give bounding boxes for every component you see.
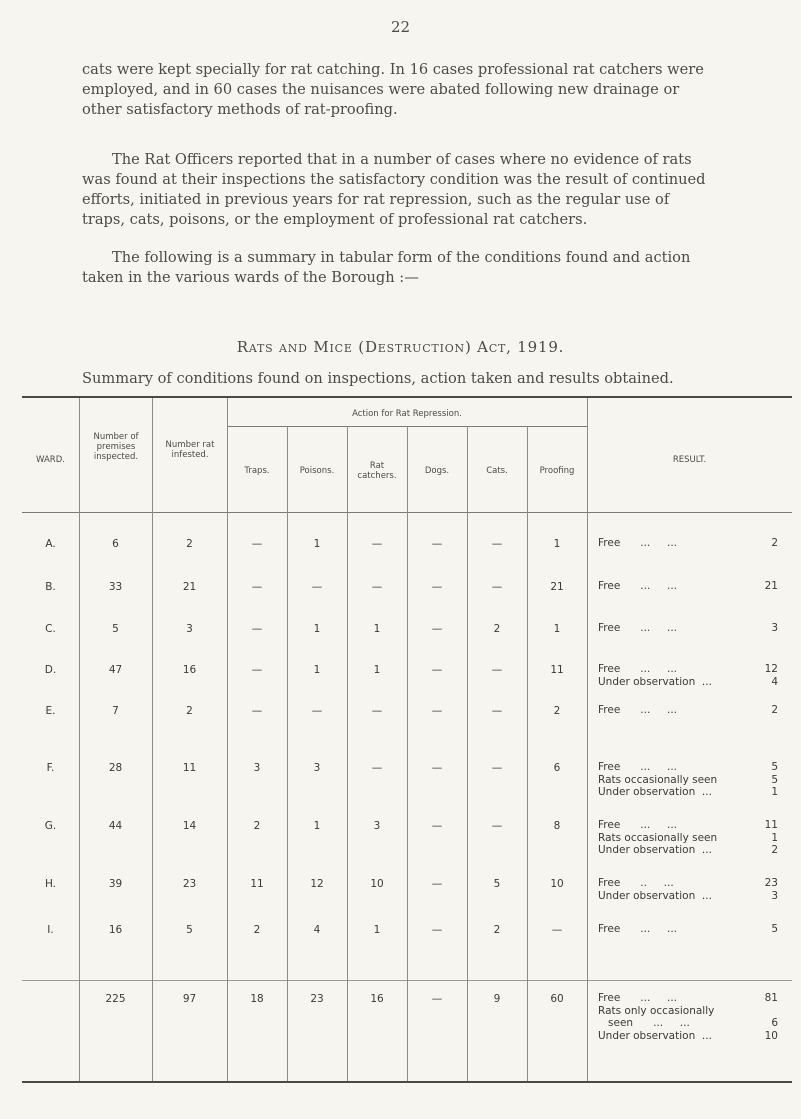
col-divider <box>227 398 228 1081</box>
table-row-cats: — <box>491 762 503 774</box>
result-label: Free ... ... <box>598 622 678 634</box>
result-line <box>598 1030 778 1043</box>
result-line <box>598 923 778 936</box>
result-label: Free ... ... <box>598 580 678 592</box>
page-number: 22 <box>390 18 411 36</box>
result-value: 2 <box>771 704 778 716</box>
col-divider <box>287 426 288 1081</box>
result-line <box>598 537 778 550</box>
table-row-result <box>598 923 778 936</box>
result-line <box>598 761 778 774</box>
summary-table <box>22 388 792 1088</box>
table-row-proofing: 10 <box>550 878 564 890</box>
summary-line: Summary of conditions found on inspections, action taken and results obtained. <box>82 370 674 387</box>
table-row-proofing: — <box>551 924 563 936</box>
table-row-inspected: 28 <box>108 762 123 774</box>
table-row-rat-catchers: 1 <box>373 924 381 936</box>
table-row-proofing: 1 <box>553 623 561 635</box>
table-row-poisons: 3 <box>313 762 321 774</box>
table-row-inspected: 7 <box>112 705 119 717</box>
header-infested: Number rat infested. <box>165 440 215 460</box>
table-row-inspected: 44 <box>108 820 123 832</box>
table-row-rat-catchers: 1 <box>373 664 381 676</box>
result-value: 3 <box>771 622 778 634</box>
table-row-infested: 2 <box>186 705 193 717</box>
table-top-rule <box>22 396 792 398</box>
table-row-result <box>598 819 778 857</box>
table-row-poisons: 1 <box>313 664 321 676</box>
paragraph-1: cats were kept specially for rat catching. In 16 cases professional rat catchers were employed, and in 60 cases the nuisances were abated following new drainage or other satisfactory methods of rat-proofing. <box>82 61 704 118</box>
table-row-ward: F. <box>46 762 55 774</box>
totals-row-cats: 9 <box>493 993 501 1005</box>
totals-row-result <box>598 992 778 1042</box>
table-row-dogs: — <box>431 762 443 774</box>
table-row-result <box>598 663 778 688</box>
result-line <box>598 1017 778 1030</box>
table-row-dogs: — <box>431 878 443 890</box>
table-row-infested: 16 <box>182 664 197 676</box>
table-row-traps: — <box>251 623 263 635</box>
result-value: 5 <box>771 923 778 935</box>
result-line <box>598 819 778 832</box>
header-dogs: Dogs. <box>424 466 450 476</box>
table-row-cats: — <box>491 705 503 717</box>
table-bottom-rule <box>22 1081 792 1083</box>
table-row-rat-catchers: — <box>371 538 383 550</box>
result-value: 23 <box>764 877 778 889</box>
totals-row-infested: 97 <box>182 993 197 1005</box>
paragraph-3: The following is a summary in tabular form of the conditions found and action taken in the various wards of the Borough :— <box>82 249 691 286</box>
table-row-cats: — <box>491 664 503 676</box>
table-row-poisons: — <box>311 581 323 593</box>
col-divider <box>347 426 348 1081</box>
result-value: 81 <box>764 992 778 1004</box>
result-value: 2 <box>771 844 778 856</box>
table-row-poisons: 12 <box>310 878 324 890</box>
table-row-inspected: 6 <box>112 538 119 550</box>
table-row-traps: — <box>251 705 263 717</box>
table-row-result <box>598 761 778 799</box>
table-row-result <box>598 704 778 717</box>
result-label: seen ... ... <box>598 1017 690 1029</box>
table-row-result <box>598 580 778 593</box>
paragraph-2: The Rat Officers reported that in a number of cases where no evidence of rats was found at their inspections the satisfactory condition was the result of continued efforts, initiated in previous years for rat repression, such as the regular use of traps, cats, poisons, or the employment of professional rat catchers. <box>82 151 706 228</box>
table-row-cats: 5 <box>493 878 501 890</box>
result-label: Rats only occasionally <box>598 1004 715 1017</box>
table-row-traps: — <box>251 581 263 593</box>
result-line <box>598 786 778 799</box>
table-row-dogs: — <box>431 664 443 676</box>
col-divider <box>152 398 153 1081</box>
table-row-dogs: — <box>431 924 443 936</box>
table-row-rat-catchers: — <box>371 762 383 774</box>
table-row-rat-catchers: 3 <box>373 820 381 832</box>
result-value: 21 <box>764 580 778 592</box>
table-row-inspected: 33 <box>108 581 123 593</box>
result-value: 12 <box>764 663 778 675</box>
table-row-infested: 14 <box>182 820 197 832</box>
result-value: 4 <box>771 675 778 688</box>
totals-row-rat-catchers: 16 <box>370 993 384 1005</box>
result-line <box>598 663 778 676</box>
table-row-rat-catchers: 1 <box>373 623 381 635</box>
result-line <box>598 844 778 857</box>
header-inspected: Number of premises inspected. <box>93 432 139 462</box>
table-row-inspected: 5 <box>112 623 119 635</box>
result-value: 6 <box>771 1017 778 1029</box>
result-value: 5 <box>771 773 778 786</box>
table-row-rat-catchers: 10 <box>370 878 384 890</box>
table-row-ward: B. <box>45 581 56 593</box>
header-traps: Traps. <box>244 466 270 476</box>
table-row-inspected: 39 <box>108 878 123 890</box>
header-action-group: Action for Rat Repression. <box>352 409 462 419</box>
result-label: Under observation ... <box>598 786 712 798</box>
totals-row-dogs: — <box>431 993 443 1005</box>
totals-row-traps: 18 <box>250 993 264 1005</box>
result-line <box>598 580 778 593</box>
table-row-cats: — <box>491 820 503 832</box>
table-row-dogs: — <box>431 623 443 635</box>
act-title: Rats and Mice (Destruction) Act, 1919. <box>236 338 565 356</box>
table-row-cats: — <box>491 581 503 593</box>
table-row-rat-catchers: — <box>371 705 383 717</box>
table-row-poisons: 1 <box>313 538 321 550</box>
result-label: Free .. ... <box>598 877 674 889</box>
result-label: Free ... ... <box>598 992 678 1004</box>
table-row-infested: 21 <box>182 581 197 593</box>
table-row-dogs: — <box>431 538 443 550</box>
table-row-infested: 23 <box>182 878 197 890</box>
col-divider <box>527 426 528 1081</box>
table-row-result <box>598 622 778 635</box>
table-row-proofing: 11 <box>550 664 564 676</box>
result-line <box>598 774 778 787</box>
table-row-infested: 2 <box>186 538 193 550</box>
col-divider <box>587 398 588 1081</box>
table-row-dogs: — <box>431 581 443 593</box>
result-label: Under observation ... <box>598 889 712 902</box>
result-value: 1 <box>771 786 778 798</box>
result-value: 5 <box>771 761 778 773</box>
result-value: 1 <box>771 831 778 844</box>
result-label: Free ... ... <box>598 663 678 675</box>
result-label: Free ... ... <box>598 819 678 831</box>
result-label: Rats occasionally seen <box>598 773 718 786</box>
header-rat-catchers: Rat catchers. <box>357 461 397 481</box>
table-row-traps: — <box>251 538 263 550</box>
table-row-proofing: 21 <box>550 581 564 593</box>
header-result: RESULT. <box>672 455 707 465</box>
table-row-dogs: — <box>431 705 443 717</box>
result-value: 3 <box>771 889 778 902</box>
table-row-result <box>598 877 778 902</box>
header-poisons: Poisons. <box>299 466 335 476</box>
col-divider <box>467 426 468 1081</box>
table-row-infested: 11 <box>182 762 197 774</box>
table-row-result <box>598 537 778 550</box>
result-label: Under observation ... <box>598 1029 712 1042</box>
result-value: 10 <box>764 1029 778 1042</box>
result-line <box>598 676 778 689</box>
table-row-rat-catchers: — <box>371 581 383 593</box>
result-line <box>598 704 778 717</box>
table-row-poisons: 4 <box>313 924 321 936</box>
result-value: 2 <box>771 537 778 549</box>
header-proofing: Proofing <box>539 466 575 476</box>
result-label: Free ... ... <box>598 704 678 716</box>
result-label: Free ... ... <box>598 923 678 935</box>
totals-row-proofing: 60 <box>550 993 564 1005</box>
table-row-inspected: 16 <box>108 924 123 936</box>
header-cats: Cats. <box>486 466 508 476</box>
table-row-proofing: 2 <box>553 705 561 717</box>
table-row-infested: 3 <box>186 623 193 635</box>
col-divider <box>407 426 408 1081</box>
table-row-ward: I. <box>47 924 54 936</box>
table-row-ward: D. <box>44 664 57 676</box>
table-row-traps: — <box>251 664 263 676</box>
table-row-traps: 2 <box>253 924 261 936</box>
table-row-traps: 11 <box>250 878 264 890</box>
table-row-proofing: 6 <box>553 762 561 774</box>
result-label: Free ... ... <box>598 761 678 773</box>
table-row-ward: C. <box>45 623 56 635</box>
result-line <box>598 877 778 890</box>
table-row-cats: 2 <box>493 924 501 936</box>
table-row-poisons: — <box>311 705 323 717</box>
result-label: Rats occasionally seen <box>598 831 718 844</box>
table-row-ward: E. <box>45 705 56 717</box>
result-line <box>598 890 778 903</box>
header-ward: WARD. <box>36 455 65 465</box>
totals-row-poisons: 23 <box>310 993 324 1005</box>
result-label: Under observation ... <box>598 844 712 856</box>
result-label: Free ... ... <box>598 537 678 549</box>
table-row-infested: 5 <box>186 924 193 936</box>
table-row-traps: 2 <box>253 820 261 832</box>
result-line <box>598 832 778 845</box>
totals-row-inspected: 225 <box>105 993 126 1005</box>
table-row-dogs: — <box>431 820 443 832</box>
table-row-ward: A. <box>45 538 56 550</box>
table-row-cats: — <box>491 538 503 550</box>
table-row-ward: H. <box>44 878 57 890</box>
table-row-inspected: 47 <box>108 664 123 676</box>
table-row-proofing: 8 <box>553 820 561 832</box>
table-row-traps: 3 <box>253 762 261 774</box>
table-row-poisons: 1 <box>313 623 321 635</box>
col-divider <box>79 398 80 1081</box>
result-line <box>598 992 778 1005</box>
result-label: Under observation ... <box>598 675 712 688</box>
table-row-ward: G. <box>44 820 57 832</box>
table-row-poisons: 1 <box>313 820 321 832</box>
result-value: 11 <box>764 819 778 831</box>
result-line <box>598 622 778 635</box>
table-row-cats: 2 <box>493 623 501 635</box>
result-line <box>598 1005 778 1018</box>
table-row-proofing: 1 <box>553 538 561 550</box>
